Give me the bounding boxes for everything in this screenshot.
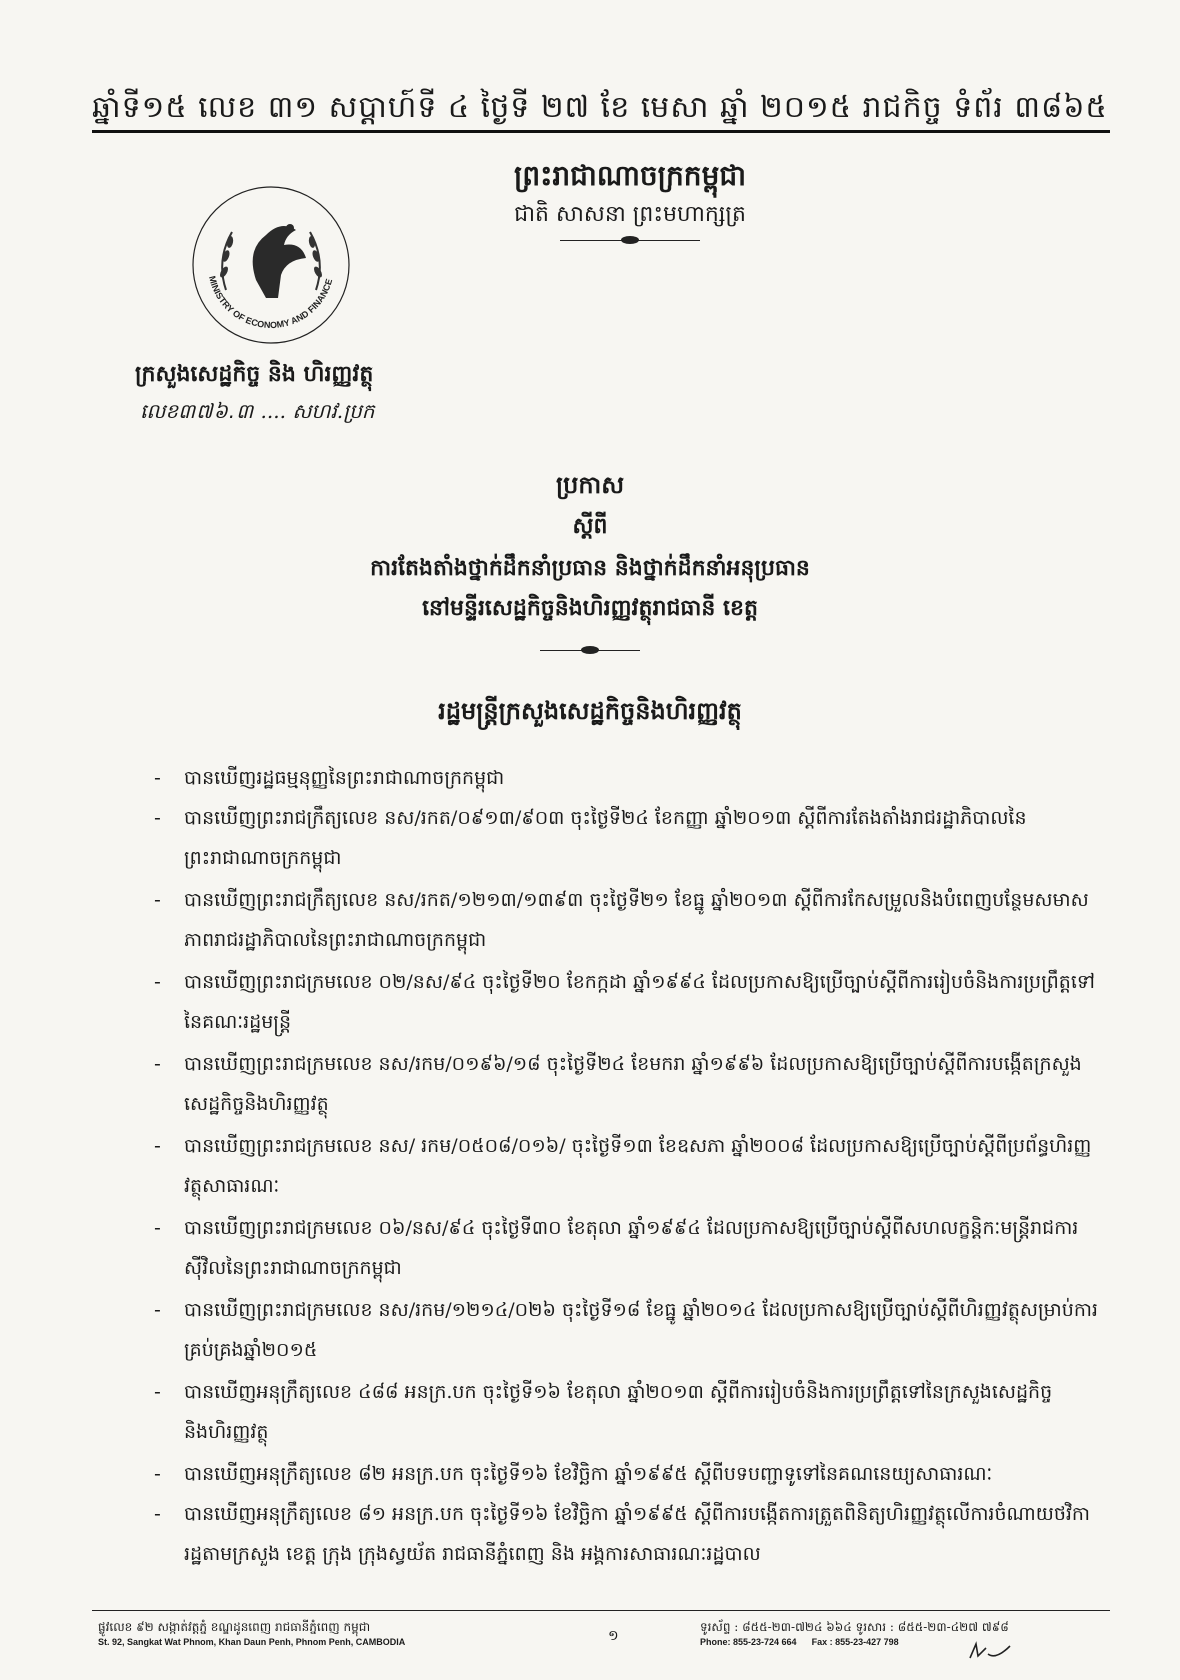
list-item: - បានឃើញព្រះរាជក្រឹត្យលេខ នស/រកត/១២១៣/១៣៩៣ ចុះថ្ងៃទី២១ ខែធ្នូ ឆ្នាំ២០១៣ ស្ដីពីការកែសម្រួលនិងបំពេញបន្ថែមសមាសភាពរាជរដ្ឋាភិបាលនៃព្រះរាជាណាចក្រកម្ពុជា [154, 889, 1089, 951]
ministry-seal-icon [186, 180, 356, 350]
motto-ornament [560, 240, 700, 241]
list-item: - បានឃើញព្រះរាជក្រមលេខ នស/រកម/១២១៤/០២៦ ចុះថ្ងៃទី១៨ ខែធ្នូ ឆ្នាំ២០១៤ ដែលប្រកាសឱ្យប្រើច្បាប់ស្ដីពីហិរញ្ញវត្ថុសម្រាប់ការគ្រប់គ្រងឆ្នាំ២០១៥ [154, 1299, 1098, 1361]
kingdom-title: ព្រះរាជាណាចក្រកម្ពុជា [513, 159, 746, 192]
address-english: St. 92, Sangkat Wat Phnom, Khan Daun Penh, Phnom Penh, CAMBODIA [98, 1637, 406, 1647]
list-item: - បានឃើញព្រះរាជក្រឹត្យលេខ នស/រកត/០៩១៣/៩០៣ ចុះថ្ងៃទី២៤ ខែកញ្ញា ឆ្នាំ២០១៣ ស្ដីពីការតែងតាំងរាជរដ្ឋាភិបាលនៃព្រះរាជាណាចក្រកម្ពុជា [154, 807, 1027, 869]
minister-title: រដ្ឋមន្ត្រីក្រសួងសេដ្ឋកិច្ចនិងហិរញ្ញវត្ថុ [438, 696, 742, 725]
list-item: - បានឃើញព្រះរាជក្រមលេខ នស/រកម/០១៩៦/១៨ ចុះថ្ងៃទី២៤ ខែមករា ឆ្នាំ១៩៩៦ ដែលប្រកាសឱ្យប្រើច្បាប់ស្ដីពីការបង្កើតក្រសួងសេដ្ឋកិច្ចនិងហិរញ្ញវត្ថុ [154, 1053, 1082, 1115]
visa-list [150, 758, 1100, 1576]
list-item: - បានឃើញព្រះរាជក្រមលេខ ០៦/នស/៩៤ ចុះថ្ងៃទី៣០ ខែតុលា ឆ្នាំ១៩៩៤ ដែលប្រកាសឱ្យប្រើច្បាប់ស្ដីពីសហលក្ខន្តិកៈមន្ត្រីរាជការស៊ីវិលនៃព្រះរាជាណាចក្រកម្ពុជា [154, 1217, 1079, 1279]
list-item: - បានឃើញអនុក្រឹត្យលេខ ៤៨៨ អនក្រ.បក ចុះថ្ងៃទី១៦ ខែតុលា ឆ្នាំ២០១៣ ស្ដីពីការរៀបចំនិងការប្រព្រឹត្តទៅនៃក្រសួងសេដ្ឋកិច្ចនិងហិរញ្ញវត្ថុ [154, 1381, 1053, 1443]
initials-signature-icon [966, 1640, 1016, 1664]
ref-suffix: សហវ.ប្រក [292, 399, 375, 423]
subject-line-2: នៅមន្ទីរសេដ្ឋកិច្ចនិងហិរញ្ញវត្ថុរាជធានី ខេត្ត [422, 595, 758, 621]
header-rule [92, 130, 1110, 133]
list-item: - បានឃើញព្រះរាជក្រមលេខ ០២/នស/៩៤ ចុះថ្ងៃទី២០ ខែកក្កដា ឆ្នាំ១៩៩៤ ដែលប្រកាសឱ្យប្រើច្បាប់ស្ដីពីការរៀបចំនិងការប្រព្រឹត្តទៅនៃគណៈរដ្ឋមន្ត្រី [154, 971, 1095, 1033]
gazette-header: ឆ្នាំទី១៥ លេខ ៣១ សប្ដាហ៍ទី ៤ ថ្ងៃទី ២៧ ខែ មេសា ឆ្នាំ ២០១៥ រាជកិច្ច ទំព័រ ៣៨៦៥ [92, 90, 1108, 125]
about-label: ស្ដីពី [572, 513, 608, 539]
list-item: - បានឃើញអនុក្រឹត្យលេខ ៨២ អនក្រ.បក ចុះថ្ងៃទី១៦ ខែវិច្ឆិកា ឆ្នាំ១៩៩៥ ស្ដីពីបទបញ្ជាទូទៅនៃគណនេយ្យសាធារណៈ [154, 1463, 993, 1485]
contact-khmer: ទូរស័ព្ទ : ៨៥៥-២៣-៧២៤ ៦៦៤ ទូរសារ : ៨៥៥-២៣-៤២៧ ៧៩៨ [700, 1620, 1009, 1634]
list-item: - បានឃើញព្រះរាជក្រមលេខ នស/ រកម/០៥០៨/០១៦/ ចុះថ្ងៃទី១៣ ខែឧសភា ឆ្នាំ២០០៨ ដែលប្រកាសឱ្យប្រើច្បាប់ស្ដីពីប្រព័ន្ធហិរញ្ញវត្ថុសាធារណៈ [154, 1135, 1092, 1197]
list-item: - បានឃើញអនុក្រឹត្យលេខ ៨១ អនក្រ.បក ចុះថ្ងៃទី១៦ ខែវិច្ឆិកា ឆ្នាំ១៩៩៥ ស្ដីពីការបង្កើតការត្រួតពិនិត្យហិរញ្ញវត្ថុលើការចំណាយថវិការដ្ឋតាមក្រសួង ខេត្ត ក្រុង ក្រុងស្វយ័ត រាជធានីភ្នំពេញ និង អង្គការសាធារណៈរដ្ឋបាល [154, 1503, 1090, 1565]
subject-line-1: ការតែងតាំងថ្នាក់ដឹកនាំប្រធាន និងថ្នាក់ដឹកនាំអនុប្រធាន [370, 555, 810, 581]
footer-rule [92, 1610, 1110, 1611]
list-item: - បានឃើញរដ្ឋធម្មនុញ្ញនៃព្រះរាជាណាចក្រកម្ពុជា [154, 767, 505, 789]
reference-number: លេខ៣៧៦.៣ .... សហវ.ប្រក [140, 399, 375, 423]
footer-contact [700, 1620, 1009, 1650]
contact-english [700, 1635, 1009, 1650]
svg-text:MINISTRY OF ECONOMY AND FINANC: MINISTRY OF ECONOMY AND FINANCE [207, 274, 335, 331]
footer-address [98, 1620, 405, 1650]
ministry-name: ក្រសួងសេដ្ឋកិច្ច និង ហិរញ្ញវត្ថុ [135, 361, 374, 387]
ref-prefix: លេខ [140, 399, 179, 423]
address-khmer: ផ្លូវលេខ ៩២ សង្កាត់វត្តភ្នំ ខណ្ឌដូនពេញ រាជធានីភ្នំពេញ កម្ពុជា [98, 1620, 371, 1634]
subject-ornament [540, 650, 640, 651]
document-type: ប្រកាស [555, 470, 625, 499]
page-number: ១ [608, 1628, 619, 1644]
phone-english: Phone: 855-23-724 664 [700, 1637, 797, 1647]
national-motto: ជាតិ សាសនា ព្រះមហាក្សត្រ [514, 202, 746, 227]
fax-english: Fax : 855-23-427 798 [811, 1637, 899, 1647]
ref-number: ៣៧៦.៣ [178, 399, 255, 423]
